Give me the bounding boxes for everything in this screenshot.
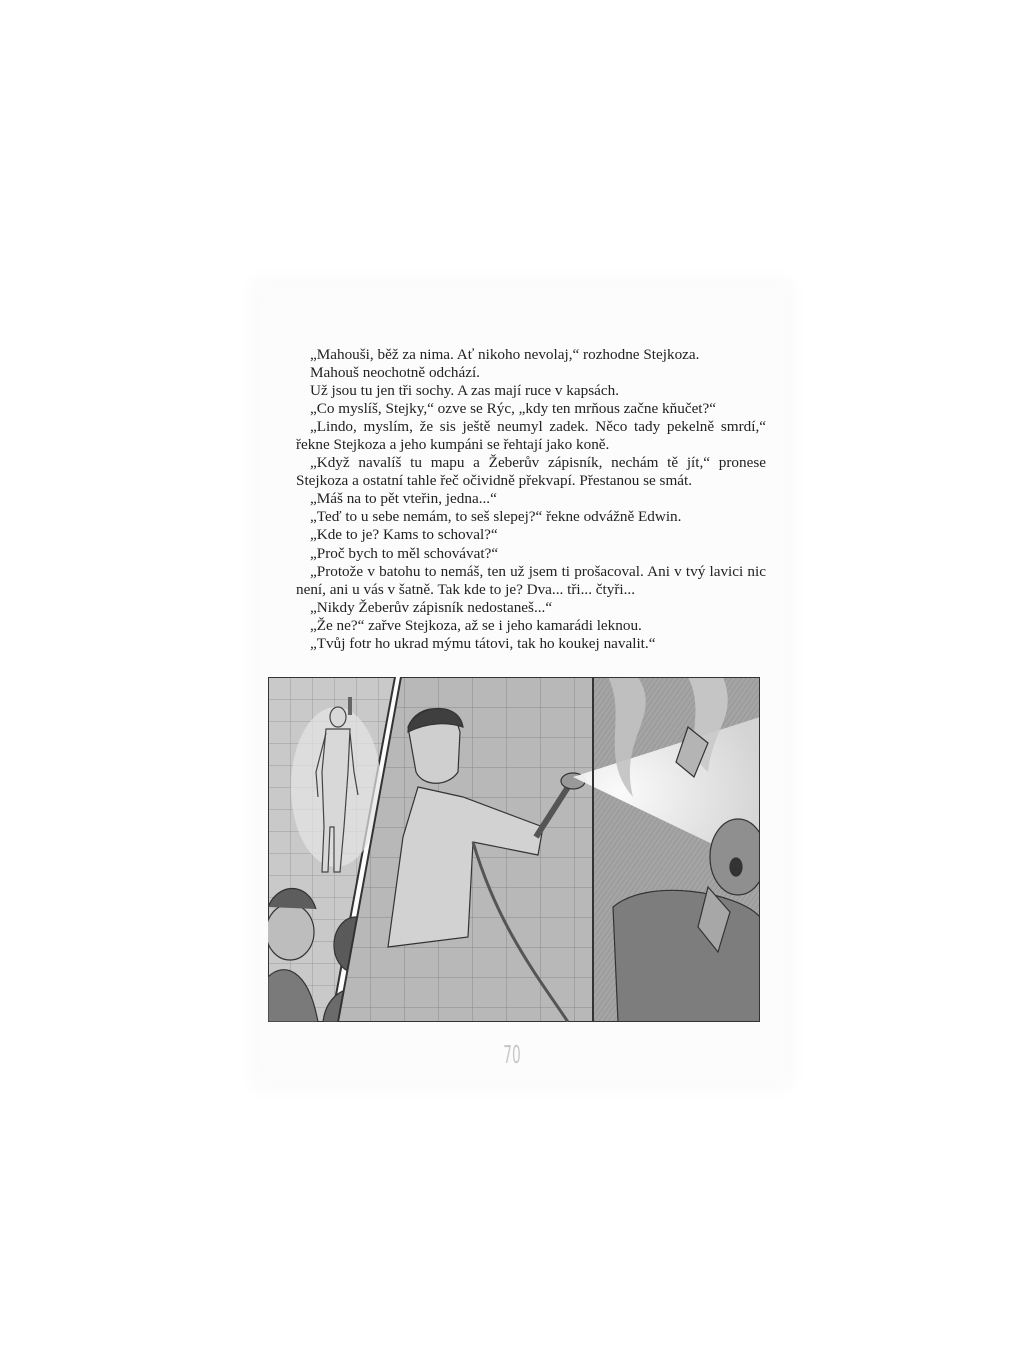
page-number: 70 bbox=[503, 1040, 521, 1069]
paragraph: „Lindo, myslím, že sis ještě neumyl zadek. Něco tady pekelně smrdí,“ řekne Stejkoza a jeho kumpáni se řehtají jako koně. bbox=[296, 418, 766, 454]
paragraph: „Kde to je? Kams to schoval?“ bbox=[310, 526, 498, 544]
shower-room-illustration bbox=[268, 677, 760, 1022]
paragraph: „Teď to u sebe nemám, to seš slepej?“ řekne odvážně Edwin. bbox=[310, 508, 682, 526]
paragraph: „Nikdy Žeberův zápisník nedostaneš...“ bbox=[310, 598, 553, 616]
paragraph: „Mahouši, běž za nima. Ať nikoho nevolaj,“ rozhodne Stejkoza. bbox=[310, 346, 700, 363]
story-text bbox=[296, 346, 766, 653]
paragraph: „Když navalíš tu mapu a Žeberův zápisník, nechám tě jít,“ pronese Stejkoza a ostatní tahle řeč očividně překvapí. Přestanou se smát. bbox=[296, 454, 766, 490]
paragraph: „Proč bych to měl schovávat?“ bbox=[310, 544, 499, 562]
paragraph: „Co myslíš, Stejky,“ ozve se Rýc, „kdy ten mrňous začne kňučet?“ bbox=[310, 400, 717, 418]
paragraph: Mahouš neochotně odchází. bbox=[310, 364, 480, 382]
paragraph: „Protože v batohu to nemáš, ten už jsem ti prošacoval. Ani v tvý lavici nic není, ani u vás v šatně. Tak kde to je? Dva... tři... čtyři... bbox=[296, 562, 766, 598]
sprayed-boy-panel bbox=[573, 677, 760, 1022]
paragraph: „Tvůj fotr ho ukrad mýmu tátovi, tak ho koukej navalit.“ bbox=[310, 634, 656, 652]
paragraph: Už jsou tu jen tři sochy. A zas mají ruce v kapsách. bbox=[310, 382, 620, 400]
paragraph: „Máš na to pět vteřin, jedna...“ bbox=[310, 490, 497, 508]
paragraph: „Že ne?“ zařve Stejkoza, až se i jeho kamarádi leknou. bbox=[310, 616, 642, 634]
